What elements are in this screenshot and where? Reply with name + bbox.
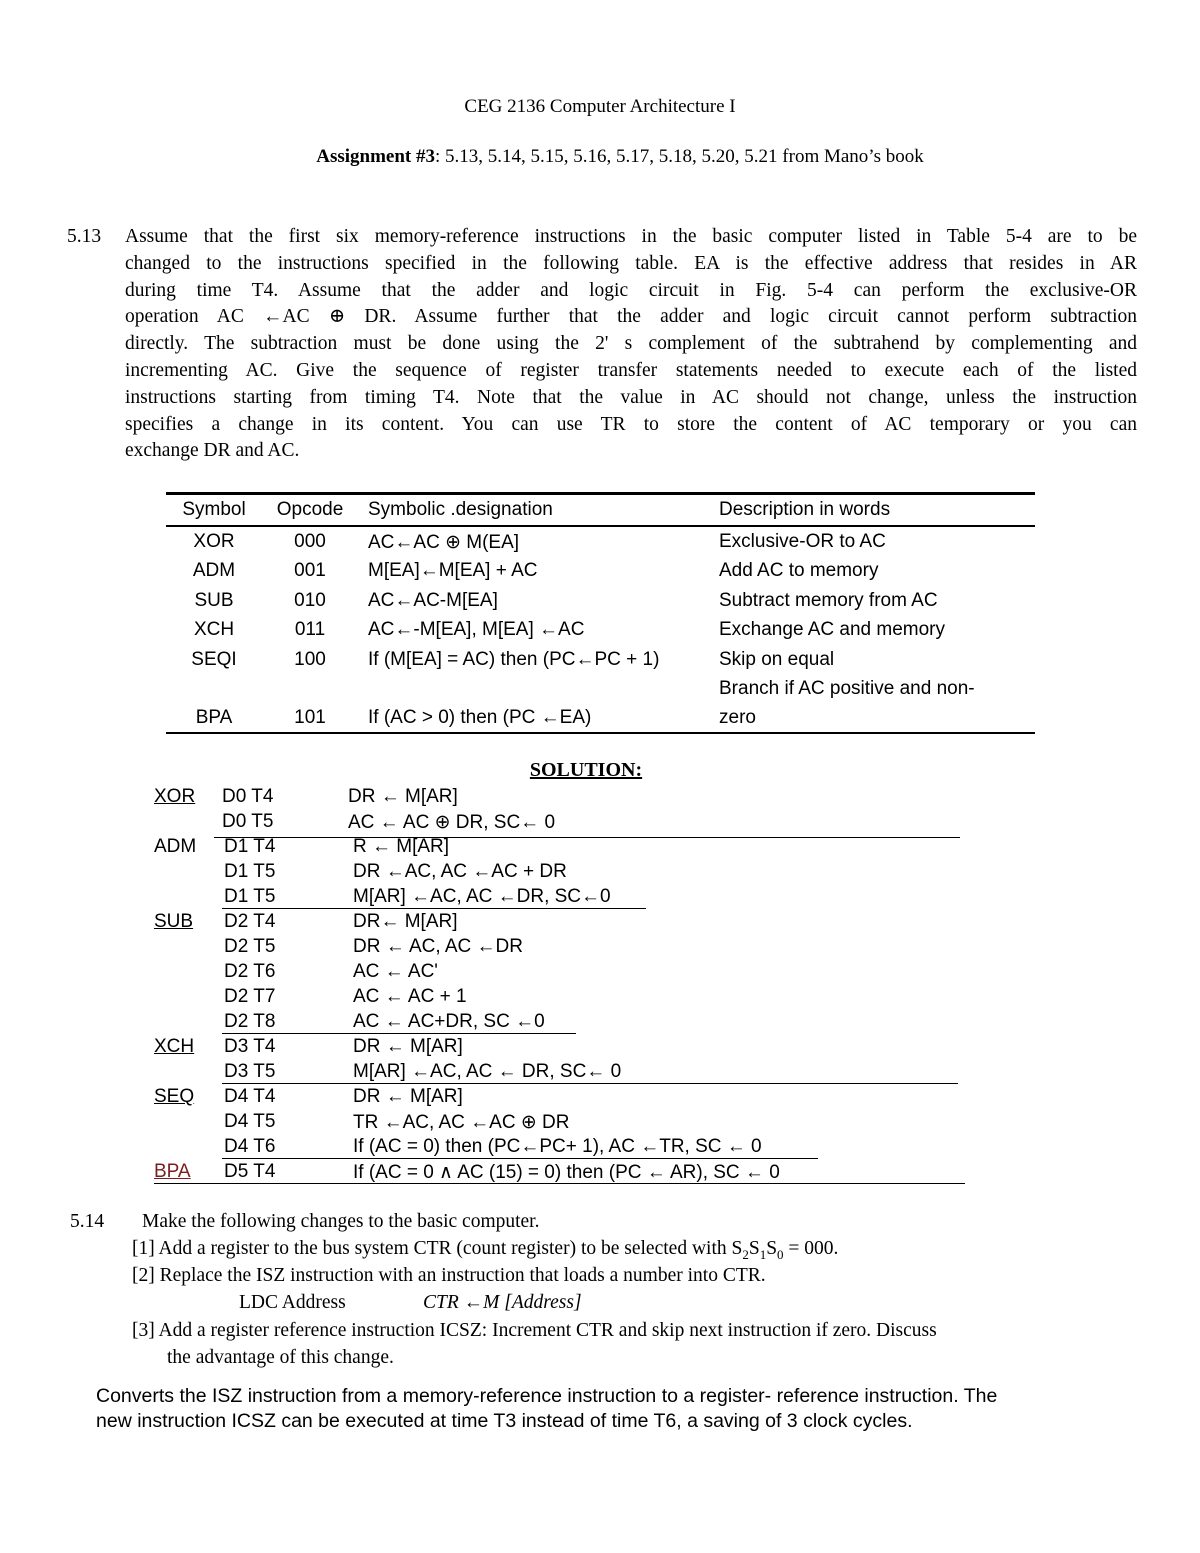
divider-line (222, 1033, 576, 1034)
problem-5-14-intro: Make the following changes to the basic computer. (142, 1211, 540, 1232)
cell-designation: M[EA]←M[EA] + AC (368, 560, 538, 582)
register-transfer: M[AR] ←AC, AC ← DR, SC← 0 (353, 1061, 622, 1082)
instruction-label: BPA (154, 1161, 191, 1182)
register-transfer: DR ← M[AR] (353, 1036, 463, 1057)
cell-symbol: ADM (192, 560, 236, 582)
problem-line: incrementing AC. Give the sequence of register transfer statements needed to execute each of the listed (125, 359, 1137, 381)
problem-5-14-number: 5.14 (70, 1211, 105, 1232)
timing: D1 T4 (224, 836, 276, 857)
timing: D2 T8 (224, 1011, 276, 1032)
problem-line: Assume that the first six memory-reference instructions in the basic computer listed in Table 5-4 are to be (125, 226, 1137, 247)
table-row (166, 556, 1035, 585)
problem-line: changed to the instructions specified in the following table. EA is the effective address that resides in AR (125, 252, 1137, 274)
table-row (166, 645, 1035, 674)
register-transfer: AC ← AC' (353, 961, 438, 982)
timing: D1 T5 (224, 886, 276, 907)
timing: D0 T4 (222, 786, 274, 807)
problem-number: 5.13 (67, 226, 102, 247)
timing: D0 T5 (222, 811, 274, 832)
cell-symbol: SUB (194, 589, 234, 611)
timing: D3 T5 (224, 1061, 276, 1082)
register-transfer: If (AC = 0) then (PC←PC+ 1), AC ←TR, SC ← 0 (353, 1136, 762, 1157)
subscript: 1 (759, 1246, 767, 1262)
cell-designation: If (AC > 0) then (PC ←EA) (368, 706, 592, 728)
register-transfer: DR ← M[AR] (348, 786, 458, 807)
timing: D5 T4 (224, 1161, 276, 1182)
register-transfer: DR ← AC, AC ←DR (353, 936, 523, 957)
cell-opcode: 011 (294, 619, 326, 641)
cell-designation: AC←AC ⊕ M(EA] (368, 532, 520, 553)
cell-opcode: 100 (294, 648, 326, 670)
item-text: S (766, 1238, 778, 1259)
register-transfer: DR ←AC, AC ←AC + DR (353, 861, 567, 882)
course-title: CEG 2136 Computer Architecture I (464, 96, 736, 117)
divider-line (154, 1183, 965, 1184)
timing: D2 T6 (224, 961, 276, 982)
problem-line: specifies a change in its content. You can use TR to store the content of AC temporary or you can (125, 413, 1137, 435)
problem-item-2: [2] Replace the ISZ instruction with an instruction that loads a number into CTR. (132, 1265, 766, 1286)
cell-description: Branch if AC positive and non- (719, 677, 975, 699)
table-row (166, 674, 1035, 732)
timing: D1 T5 (224, 861, 276, 882)
cell-symbol: BPA (195, 706, 233, 728)
timing: D2 T4 (224, 911, 276, 932)
register-transfer: M[AR] ←AC, AC ←DR, SC←0 (353, 886, 611, 907)
problem-line: instructions starting from timing T4. Note that the value in AC should not change, unless the instruction (125, 386, 1137, 408)
table-row (166, 586, 1035, 615)
problem-5-13 (67, 224, 1137, 465)
register-transfer: AC ← AC+DR, SC ←0 (353, 1011, 545, 1032)
divider-line (214, 837, 960, 838)
register-transfer: AC ← AC + 1 (353, 986, 467, 1007)
timing: D2 T5 (224, 936, 276, 957)
subscript: 2 (742, 1246, 749, 1262)
cell-description: Add AC to memory (719, 560, 879, 582)
problem-line: exchange DR and AC. (125, 440, 300, 462)
register-transfer: DR← M[AR] (353, 911, 458, 932)
cell-description: Exchange AC and memory (719, 619, 946, 641)
timing: D2 T7 (224, 986, 276, 1007)
answer-text (96, 1384, 1106, 1434)
timing: D4 T5 (224, 1111, 276, 1132)
table-row (166, 615, 1035, 644)
solution-title: SOLUTION: (529, 759, 643, 781)
timing: D4 T4 (224, 1086, 276, 1107)
problem-line: during time T4. Assume that the adder and logic circuit in Fig. 5-4 can perform the exclusive-OR (125, 279, 1137, 301)
problem-item-1 (132, 1238, 838, 1263)
cell-description: Skip on equal (719, 648, 835, 670)
header-designation: Symbolic .designation (368, 499, 553, 520)
item-text: [1] Add a register to the bus system CTR (count register) to be selected with S (132, 1238, 743, 1259)
header-opcode: Opcode (276, 499, 344, 520)
register-transfer: DR ← M[AR] (353, 1086, 463, 1107)
problem-text (125, 224, 1137, 465)
timing: D3 T4 (224, 1036, 276, 1057)
answer-line: new instruction ICSZ can be executed at time T3 instead of time T6, a saving of 3 clock cycles. (96, 1410, 913, 1432)
divider-line (222, 1158, 818, 1159)
timing: D4 T6 (224, 1136, 276, 1157)
instruction-label: XOR (154, 786, 196, 807)
instruction-label: SEQ (154, 1086, 195, 1107)
problem-item-3: [3] Add a register reference instruction ICSZ: Increment CTR and skip next instruction if zero. Discuss (132, 1320, 937, 1341)
item-text: = 000. (783, 1238, 839, 1259)
divider-line (222, 908, 646, 909)
register-transfer: If (AC = 0 ∧ AC (15) = 0) then (PC ← AR), SC ← 0 (353, 1162, 780, 1183)
cell-opcode: 000 (294, 531, 326, 552)
ldc-instruction: LDC Address (239, 1292, 346, 1313)
header-symbol: Symbol (182, 499, 246, 520)
cell-designation: If (M[EA] = AC) then (PC←PC + 1) (368, 648, 660, 670)
assignment-line (0, 146, 1200, 168)
assignment-problems: : 5.13, 5.14, 5.15, 5.16, 5.17, 5.18, 5.20, 5.21 from Mano’s book (435, 146, 924, 167)
table-header-row (166, 495, 1035, 527)
register-transfer: R ← M[AR] (353, 836, 450, 857)
instruction-table (166, 492, 1035, 734)
table-row (166, 527, 1035, 556)
cell-description: Subtract memory from AC (719, 589, 938, 611)
instruction-label: XCH (154, 1036, 195, 1057)
divider-line (222, 1083, 958, 1084)
cell-opcode: 010 (294, 589, 326, 611)
ldc-transfer: CTR ←M [Address] (423, 1292, 582, 1313)
cell-symbol: SEQI (191, 648, 237, 670)
cell-designation: AC←-M[EA], M[EA] ←AC (368, 619, 585, 641)
problem-item-3-cont: the advantage of this change. (167, 1347, 394, 1368)
problem-line: directly. The subtraction must be done using the 2' s complement of the subtrahend by complementing and (125, 333, 1137, 355)
item-text: S (748, 1238, 760, 1259)
cell-symbol: XCH (193, 619, 235, 641)
cell-symbol: XOR (193, 531, 235, 552)
answer-line: Converts the ISZ instruction from a memory-reference instruction to a register- reference instruction. The (96, 1385, 998, 1407)
cell-description: Exclusive-OR to AC (719, 531, 886, 552)
instruction-label: SUB (154, 911, 194, 932)
cell-description-cont: zero (719, 706, 756, 728)
register-transfer: AC ← AC ⊕ DR, SC← 0 (348, 812, 556, 833)
cell-opcode: 101 (294, 706, 326, 728)
cell-opcode: 001 (294, 560, 326, 582)
assignment-label: Assignment #3 (316, 146, 436, 167)
header-description: Description in words (719, 499, 891, 520)
instruction-label: ADM (154, 836, 197, 857)
cell-designation: AC←AC-M[EA] (368, 589, 498, 611)
subscript: 0 (777, 1246, 784, 1262)
register-transfer: TR ←AC, AC ←AC ⊕ DR (353, 1112, 570, 1133)
problem-line: operation AC ←AC ⊕ DR. Assume further that the adder and logic circuit cannot perform subtraction (125, 306, 1137, 328)
